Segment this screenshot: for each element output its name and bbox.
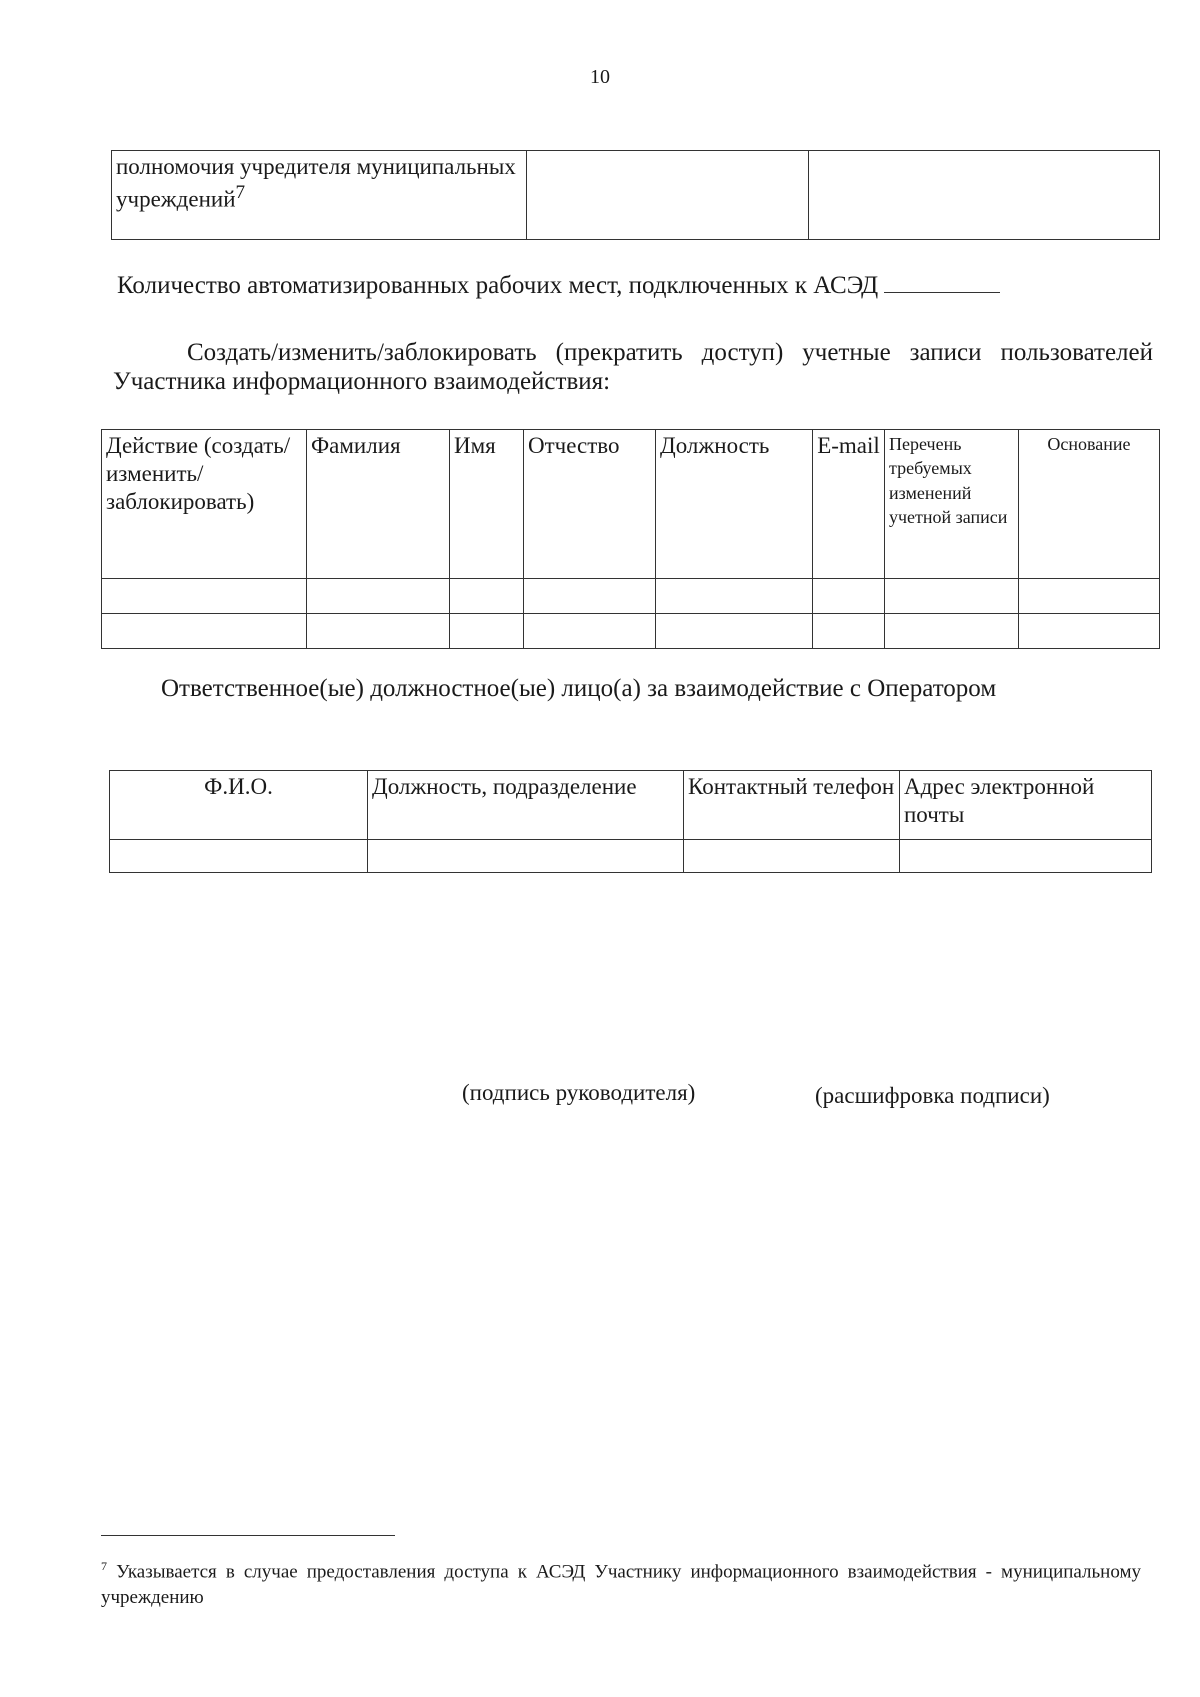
table-row [102,579,1160,614]
table-row [110,840,1152,873]
empty-cell[interactable] [656,614,813,649]
user-accounts-table [101,429,1160,649]
header-email: E-mail [813,430,885,579]
footnote-number: 7 [101,1559,107,1573]
header-position-department: Должность, подразделение [368,771,684,840]
empty-cell[interactable] [527,151,809,240]
table-row [112,151,1160,240]
empty-cell[interactable] [102,579,307,614]
workstations-label: Количество автоматизированных рабочих мест, подключенных к АСЭД [117,272,879,299]
header-basis: Основание [1019,430,1160,579]
empty-cell[interactable] [450,614,524,649]
empty-cell[interactable] [110,840,368,873]
header-patronymic: Отчество [524,430,656,579]
header-phone: Контактный телефон [684,771,900,840]
header-full-name: Ф.И.О. [110,771,368,840]
header-changes-list: Перечень требуемых изменений учетной записи [885,430,1019,579]
header-email-address: Адрес электронной почты [900,771,1152,840]
empty-cell[interactable] [885,579,1019,614]
footnote-divider [101,1535,395,1536]
accounts-intro [113,338,1153,396]
empty-cell[interactable] [1019,614,1160,649]
empty-cell[interactable] [885,614,1019,649]
empty-cell[interactable] [368,840,684,873]
empty-cell[interactable] [307,614,450,649]
founder-powers-cell [112,151,527,240]
empty-cell[interactable] [450,579,524,614]
empty-cell[interactable] [307,579,450,614]
empty-cell[interactable] [684,840,900,873]
empty-cell[interactable] [813,579,885,614]
empty-cell[interactable] [809,151,1160,240]
table-row [102,614,1160,649]
responsible-persons-label: Ответственное(ые) должностное(ые) лицо(а) за взаимодействие с Оператором [161,675,997,702]
header-position: Должность [656,430,813,579]
responsible-persons-text [111,674,1031,703]
contacts-table [109,770,1152,873]
signature-head-caption: (подпись руководителя) [462,1080,696,1105]
footnote-text: Указывается в случае предоставления доступа к АСЭД Участнику информационного взаимодействия - муниципальному учреждению [101,1561,1141,1609]
empty-cell[interactable] [524,579,656,614]
empty-cell[interactable] [102,614,307,649]
empty-cell[interactable] [1019,579,1160,614]
workstations-count-line [117,270,1000,300]
empty-cell[interactable] [900,840,1152,873]
accounts-intro-text: Создать/изменить/заблокировать (прекратить доступ) учетные записи пользователей Участника информационного взаимодействия: [113,339,1153,395]
signature-decode-caption: (расшифровка подписи) [815,1083,1050,1108]
page-number: 10 [590,66,610,88]
header-name: Имя [450,430,524,579]
founder-powers-table [111,150,1160,240]
workstations-count-blank[interactable] [884,270,1000,293]
empty-cell[interactable] [813,614,885,649]
empty-cell[interactable] [656,579,813,614]
empty-cell[interactable] [524,614,656,649]
header-action: Действие (создать/ изменить/ заблокировать) [102,430,307,579]
table-header-row [102,430,1160,579]
table-header-row [110,771,1152,840]
header-surname: Фамилия [307,430,450,579]
founder-powers-text: полномочия учредителя муниципальных учреждений [116,154,516,212]
footnote [101,1553,1141,1611]
footnote-mark: 7 [235,182,246,204]
